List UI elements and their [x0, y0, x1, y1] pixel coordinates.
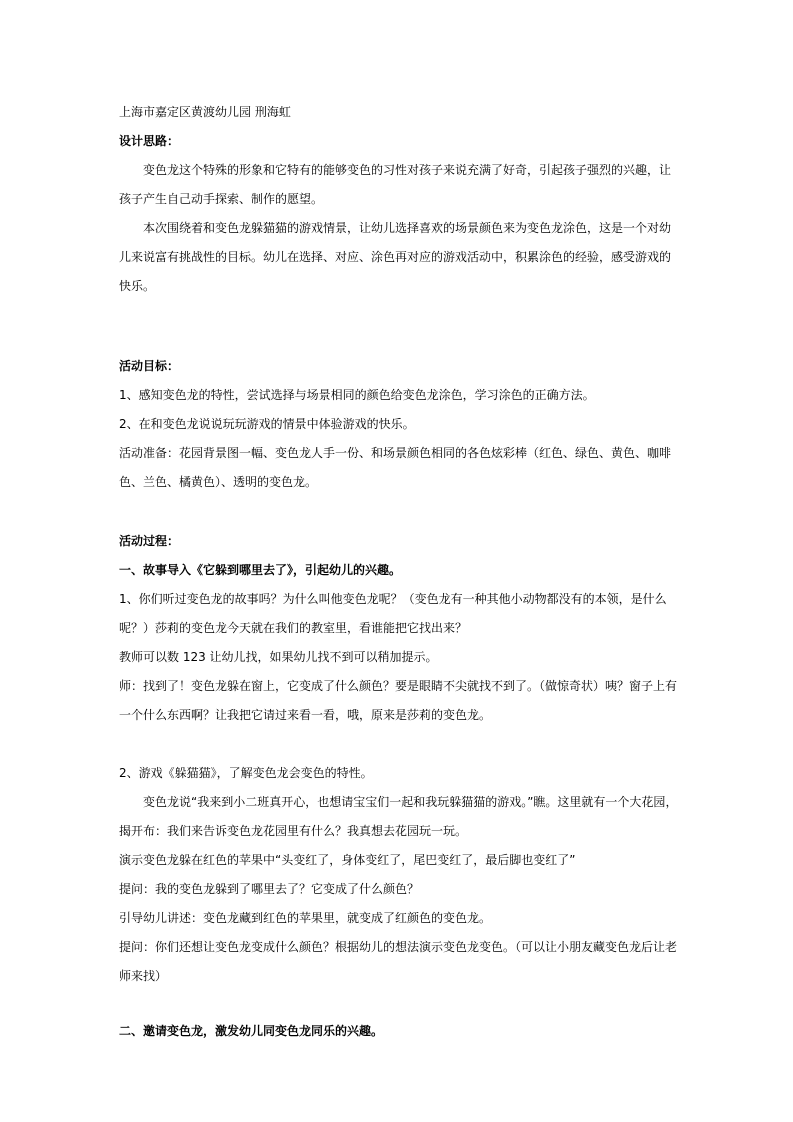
- section-1-paragraph-1: 1、你们听过变色龙的故事吗？为什么叫他变色龙呢？（变色龙有一种其他小动物都没有的本领，是什么呢？）莎莉的变色龙今天就在我们的教室里，看谁能把它找出来？: [119, 592, 667, 635]
- author-line: 上海市嘉定区黄渡幼儿园 刑海虹: [119, 105, 291, 119]
- spacer: [119, 730, 679, 759]
- section-1-paragraph-2: 教师可以数 123 让幼儿找，如果幼儿找不到可以稍加提示。: [119, 650, 438, 664]
- design-paragraph-2: 本次围绕着和变色龙躲猫猫的游戏情景，让幼儿选择喜欢的场景颜色来为变色龙涂色，这是一个对幼儿来说富有挑战性的目标。幼儿在选择、对应、涂色再对应的游戏活动中，积累涂色的经验，感受游戏的快乐。: [119, 221, 672, 293]
- section-1-paragraph-6: 演示变色龙躲在红色的苹果中“头变红了，身体变红了，尾巴变红了，最后脚也变红了”: [119, 853, 576, 867]
- section-1-paragraph-3: 师：找到了！变色龙躲在窗上，它变成了什么颜色？要是眼睛不尖就找不到了。（做惊奇状）咦？窗子上有一个什么东西啊？让我把它请过来看一看，哦，原来是莎莉的变色龙。: [119, 679, 678, 722]
- section-1-paragraph-7: 提问：我的变色龙躲到了哪里去了？它变成了什么颜色？: [119, 882, 420, 896]
- section-1-paragraph-8: 引导幼儿讲述：变色龙藏到红色的苹果里，就变成了红颜色的变色龙。: [119, 911, 492, 925]
- document-body: [119, 98, 679, 1046]
- spacer: [119, 301, 679, 330]
- goals-heading: 活动目标：: [119, 359, 180, 373]
- spacer: [119, 330, 679, 352]
- process-heading: 活动过程：: [119, 534, 180, 548]
- section-2-heading: 二、邀请变色龙，激发幼儿同变色龙同乐的兴趣。: [119, 1024, 384, 1038]
- design-paragraph-1: 变色龙这个特殊的形象和它特有的能够变色的习性对孩子来说充满了好奇，引起孩子强烈的兴趣，让孩子产生自己动手探索、制作的愿望。: [119, 163, 672, 206]
- preparation-paragraph: 活动准备：花园背景图一幅、变色龙人手一份、和场景颜色相同的各色炫彩棒（红色、绿色、黄色、咖啡色、兰色、橘黄色）、透明的变色龙。: [119, 446, 672, 489]
- spacer: [119, 497, 679, 527]
- goal-item-2: 2、在和变色龙说说玩玩游戏的情景中体验游戏的快乐。: [119, 417, 415, 431]
- section-1-paragraph-5: 变色龙说“我来到小二班真开心，也想请宝宝们一起和我玩躲猫猫的游戏。”瞧。这里就有一个大花园，揭开布：我们来告诉变色龙花园里有什么？我真想去花园玩一玩。: [119, 795, 678, 838]
- section-1-heading: 一、故事导入《它躲到哪里去了》，引起幼儿的兴趣。: [119, 563, 402, 577]
- section-1-paragraph-9: 提问：你们还想让变色龙变成什么颜色？根据幼儿的想法演示变色龙变色。（可以让小朋友藏变色龙后让老师来找）: [119, 940, 678, 983]
- section-1-paragraph-4: 2、游戏《躲猫猫》，了解变色龙会变色的特性。: [119, 766, 373, 780]
- goal-item-1: 1、感知变色龙的特性，尝试选择与场景相同的颜色给变色龙涂色，学习涂色的正确方法。: [119, 388, 595, 402]
- spacer: [119, 991, 679, 1017]
- design-heading: 设计思路：: [119, 134, 180, 148]
